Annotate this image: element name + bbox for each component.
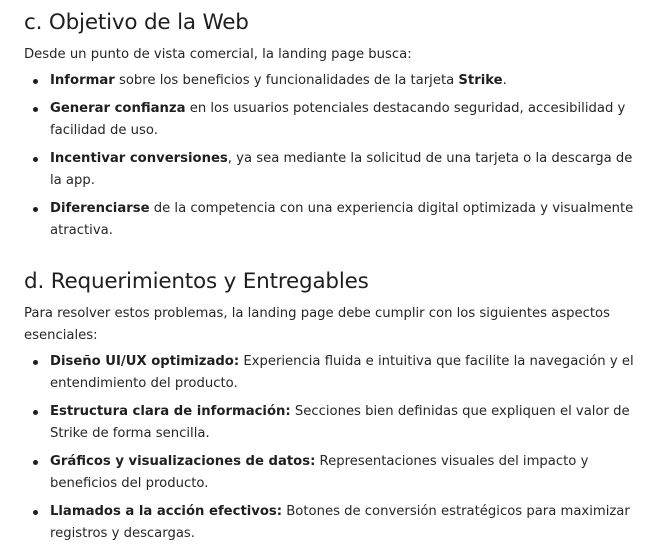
- item-bold: Diferenciarse: [50, 201, 150, 216]
- list-item: [24, 70, 639, 92]
- item-text: de la competencia con una experiencia digital optimizada y visualmente atractiva.: [50, 201, 634, 238]
- item-bold: Estructura clara de información:: [50, 404, 291, 419]
- list-item: [24, 351, 639, 395]
- document: [24, 0, 639, 551]
- bullet-icon: [33, 79, 38, 84]
- item-text: en los usuarios potenciales destacando seguridad, accesibilidad y facilidad de uso.: [50, 101, 626, 138]
- section-d-heading: d. Requerimientos y Entregables: [24, 269, 369, 294]
- section-c-intro: Desde un punto de vista comercial, la landing page busca:: [24, 47, 412, 62]
- item-bold: Llamados a la acción efectivos:: [50, 504, 283, 519]
- list-item: [24, 401, 639, 445]
- bullet-icon: [33, 207, 38, 212]
- item-bold: Diseño UI/UX optimizado:: [50, 354, 240, 369]
- item-text: sobre los beneficios y funcionalidades de la tarjeta: [114, 73, 459, 88]
- list-item: [24, 198, 639, 242]
- list-item: [24, 501, 639, 545]
- item-text: .: [502, 73, 507, 88]
- section-c-list: [24, 70, 639, 242]
- item-text: Experiencia fluida e intuitiva que facilite la navegación y el entendimiento del producto.: [50, 354, 634, 391]
- bullet-icon: [33, 360, 38, 365]
- item-bold: Incentivar conversiones: [50, 151, 228, 166]
- bullet-icon: [33, 157, 38, 162]
- bullet-icon: [33, 410, 38, 415]
- item-text: Botones de conversión estratégicos para maximizar registros y descargas.: [50, 504, 630, 541]
- bullet-icon: [33, 107, 38, 112]
- item-bold: Generar confianza: [50, 101, 186, 116]
- list-item: [24, 451, 639, 495]
- list-item: [24, 148, 639, 192]
- list-item: [24, 98, 639, 142]
- item-bold: Strike: [458, 73, 503, 88]
- bullet-icon: [33, 510, 38, 515]
- section-c-heading: c. Objetivo de la Web: [24, 10, 249, 35]
- bullet-icon: [33, 460, 38, 465]
- section-d-intro: Para resolver estos problemas, la landing page debe cumplir con los siguientes aspectos esenciales:: [24, 306, 610, 343]
- item-bold: Gráficos y visualizaciones de datos:: [50, 454, 316, 469]
- item-bold: Informar: [50, 73, 115, 88]
- item-text: Secciones bien definidas que expliquen el valor de Strike de forma sencilla.: [50, 404, 630, 441]
- section-d-list: [24, 351, 639, 545]
- item-text: Representaciones visuales del impacto y beneficios del producto.: [50, 454, 589, 491]
- item-text: , ya sea mediante la solicitud de una tarjeta o la descarga de la app.: [50, 151, 633, 188]
